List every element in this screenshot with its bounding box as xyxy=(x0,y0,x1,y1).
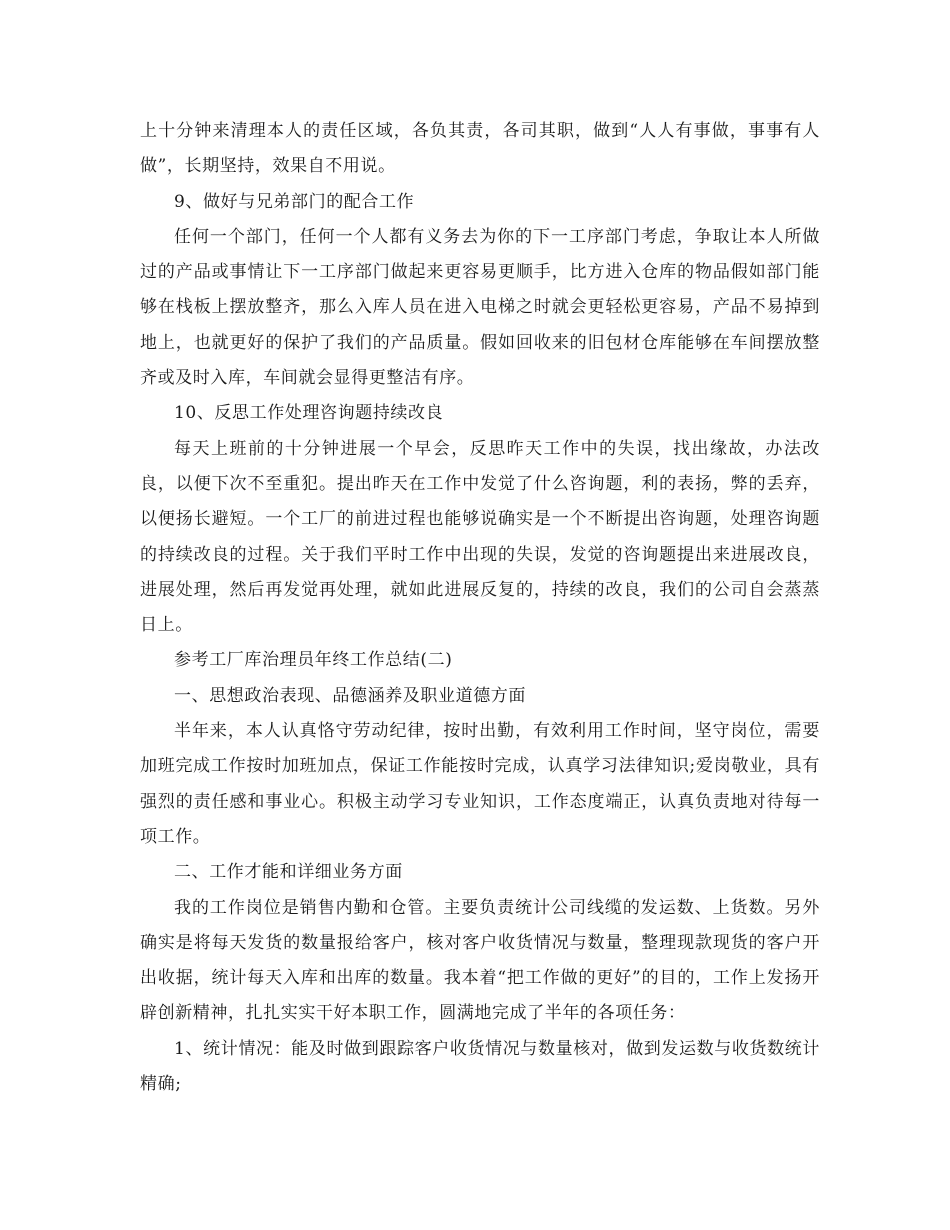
section-heading-1: 一、思想政治表现、品德涵养及职业道德方面 xyxy=(174,685,526,706)
document-subtitle: 参考工厂库治理员年终工作总结(二) xyxy=(174,650,453,671)
paragraph-section-2: 我的工作岗位是销售内勤和仓管。主要负责统计公司线缆的发运数、上货数。另外确实是将每天发货的数量报给客户，核对客户收货情况与数量，整理现款现货的客户开出收据，统计每天入库和出库的数量。我本着“把工作做的更好”的目的，工作上发扬开辟创新精神，扎扎实实干好本职工作，圆满地完成了半年的各项任务： xyxy=(140,897,820,1024)
item-heading-10: 10、反思工作处理咨询题持续改良 xyxy=(174,403,444,424)
paragraph-item-10: 每天上班前的十分钟进展一个早会，反思昨天工作中的失误，找出缘故，办法改良，以便下次不至重犯。提出昨天在工作中发觉了什么咨询题，利的表扬，弊的丢弃，以便扬长避短。一个工厂的前进过程也能够说确实是一个不断提出咨询题，处理咨询题的持续改良的过程。关于我们平时工作中出现的失误，发觉的咨询题提出来进展改良，进展处理，然后再发觉再处理，就如此进展反复的，持续的改良，我们的公司自会蒸蒸日上。 xyxy=(140,438,820,636)
paragraph-continuation: 上十分钟来清理本人的责任区域，各负其责，各司其职，做到“人人有事做，事事有人做”，长期坚持，效果自不用说。 xyxy=(140,121,820,177)
item-heading-9: 9、做好与兄弟部门的配合工作 xyxy=(174,191,415,212)
paragraph-section-1: 半年来，本人认真恪守劳动纪律，按时出勤，有效利用工作时间，坚守岗位，需要加班完成工作按时加班加点，保证工作能按时完成，认真学习法律知识;爱岗敬业，具有强烈的责任感和事业心。积极主动学习专业知识，工作态度端正，认真负责地对待每一项工作。 xyxy=(140,721,820,847)
paragraph-item-9: 任何一个部门，任何一个人都有义务去为你的下一工序部门考虑，争取让本人所做过的产品或事情让下一工序部门做起来更容易更顺手，比方进入仓库的物品假如部门能够在栈板上摆放整齐，那么入库人员在进入电梯之时就会更轻松更容易，产品不易掉到地上，也就更好的保护了我们的产品质量。假如回收来的旧包材仓库能够在车间摆放整齐或及时入库，车间就会显得更整洁有序。 xyxy=(140,226,820,389)
paragraph-list-item-1: 1、统计情况：能及时做到跟踪客户收货情况与数量核对，做到发运数与收货数统计精确; xyxy=(140,1038,820,1095)
document-page xyxy=(140,114,820,1102)
section-heading-2: 二、工作才能和详细业务方面 xyxy=(174,862,403,883)
